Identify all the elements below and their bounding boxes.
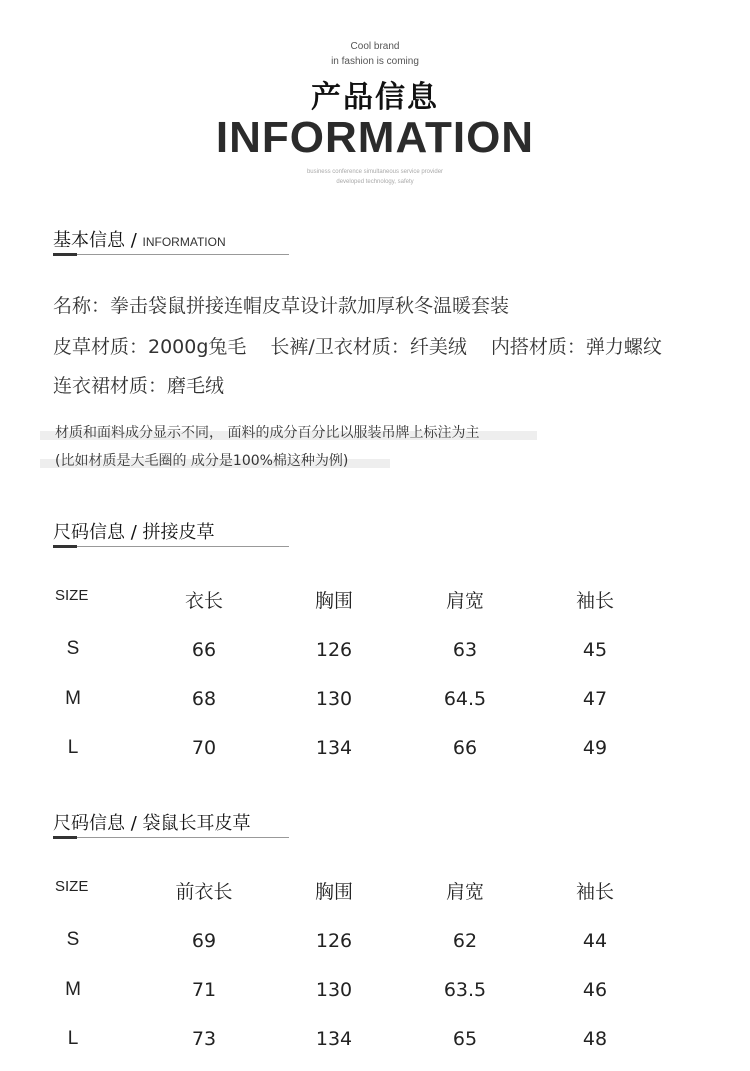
table-cell-size: S <box>66 638 80 659</box>
section-divider <box>53 254 289 255</box>
table-cell: 130 <box>315 688 353 710</box>
basic-info-heading-en: INFORMATION <box>142 235 226 249</box>
table-header-size: SIZE <box>55 878 89 895</box>
table-cell: 66 <box>452 737 478 759</box>
tagline-line-1: business conference simultaneous service provider <box>306 169 444 175</box>
table-cell-size: S <box>66 929 80 950</box>
page-title-cn: 产品信息 <box>311 80 439 115</box>
material-note-2: (比如材质是大毛圈的 成分是100%棉这种为例) <box>55 453 349 469</box>
brand-line-2: in fashion is coming <box>331 56 419 67</box>
table-cell: 70 <box>191 737 217 759</box>
table-cell: 44 <box>582 930 608 952</box>
table-header: 袖长 <box>575 590 614 612</box>
section-divider-accent <box>53 253 77 256</box>
table-cell-size: M <box>65 979 81 1000</box>
size-table-2-heading: 尺码信息 / 袋鼠长耳皮草 <box>53 813 251 834</box>
table-header: 肩宽 <box>445 590 484 612</box>
table-cell-size: M <box>65 688 81 709</box>
pants-material: 长裤/卫衣材质：纤美绒 <box>270 336 467 358</box>
table-cell: 126 <box>315 639 353 661</box>
tagline-line-2: developed technology, safety <box>336 179 414 185</box>
table-cell: 63.5 <box>443 979 487 1001</box>
brand-line-1: Cool brand <box>350 41 400 52</box>
table-header: 胸围 <box>314 881 353 903</box>
table-cell: 62 <box>452 930 478 952</box>
table-cell: 73 <box>191 1028 217 1050</box>
page-title-en: INFORMATION <box>215 113 535 162</box>
table-cell: 126 <box>315 930 353 952</box>
table-cell-size: L <box>67 1028 79 1049</box>
inner-material: 内搭材质：弹力螺纹 <box>490 336 662 358</box>
table-cell: 46 <box>582 979 608 1001</box>
table-header: 前衣长 <box>175 881 233 903</box>
table-cell: 130 <box>315 979 353 1001</box>
table-header: 衣长 <box>184 590 223 612</box>
basic-info-heading-cn: 基本信息 / <box>53 230 143 251</box>
table-header: 胸围 <box>314 590 353 612</box>
table-cell-size: L <box>67 737 79 758</box>
table-cell: 65 <box>452 1028 478 1050</box>
table-cell: 48 <box>582 1028 608 1050</box>
table-header-size: SIZE <box>55 587 89 604</box>
section-divider <box>53 837 289 838</box>
table-cell: 45 <box>582 639 608 661</box>
table-cell: 64.5 <box>443 688 487 710</box>
fur-material: 皮草材质：2000g兔毛 <box>53 336 247 358</box>
table-cell: 134 <box>315 737 353 759</box>
dress-material: 连衣裙材质：磨毛绒 <box>53 375 225 397</box>
section-divider <box>53 546 289 547</box>
material-line <box>53 332 662 359</box>
table-cell: 71 <box>191 979 217 1001</box>
table-cell: 68 <box>191 688 217 710</box>
material-note-1: 材质和面料成分显示不同， 面料的成分百分比以服装吊牌上标注为主 <box>55 425 480 441</box>
product-name: 名称：拳击袋鼠拼接连帽皮草设计款加厚秋冬温暖套装 <box>53 295 510 317</box>
table-cell: 134 <box>315 1028 353 1050</box>
size-table-1-heading: 尺码信息 / 拼接皮草 <box>53 522 215 543</box>
table-cell: 66 <box>191 639 217 661</box>
basic-info-heading <box>53 226 226 252</box>
section-divider-accent <box>53 836 77 839</box>
table-cell: 69 <box>191 930 217 952</box>
table-header: 袖长 <box>575 881 614 903</box>
table-cell: 63 <box>452 639 478 661</box>
table-header: 肩宽 <box>445 881 484 903</box>
table-cell: 47 <box>582 688 608 710</box>
section-divider-accent <box>53 545 77 548</box>
table-cell: 49 <box>582 737 608 759</box>
